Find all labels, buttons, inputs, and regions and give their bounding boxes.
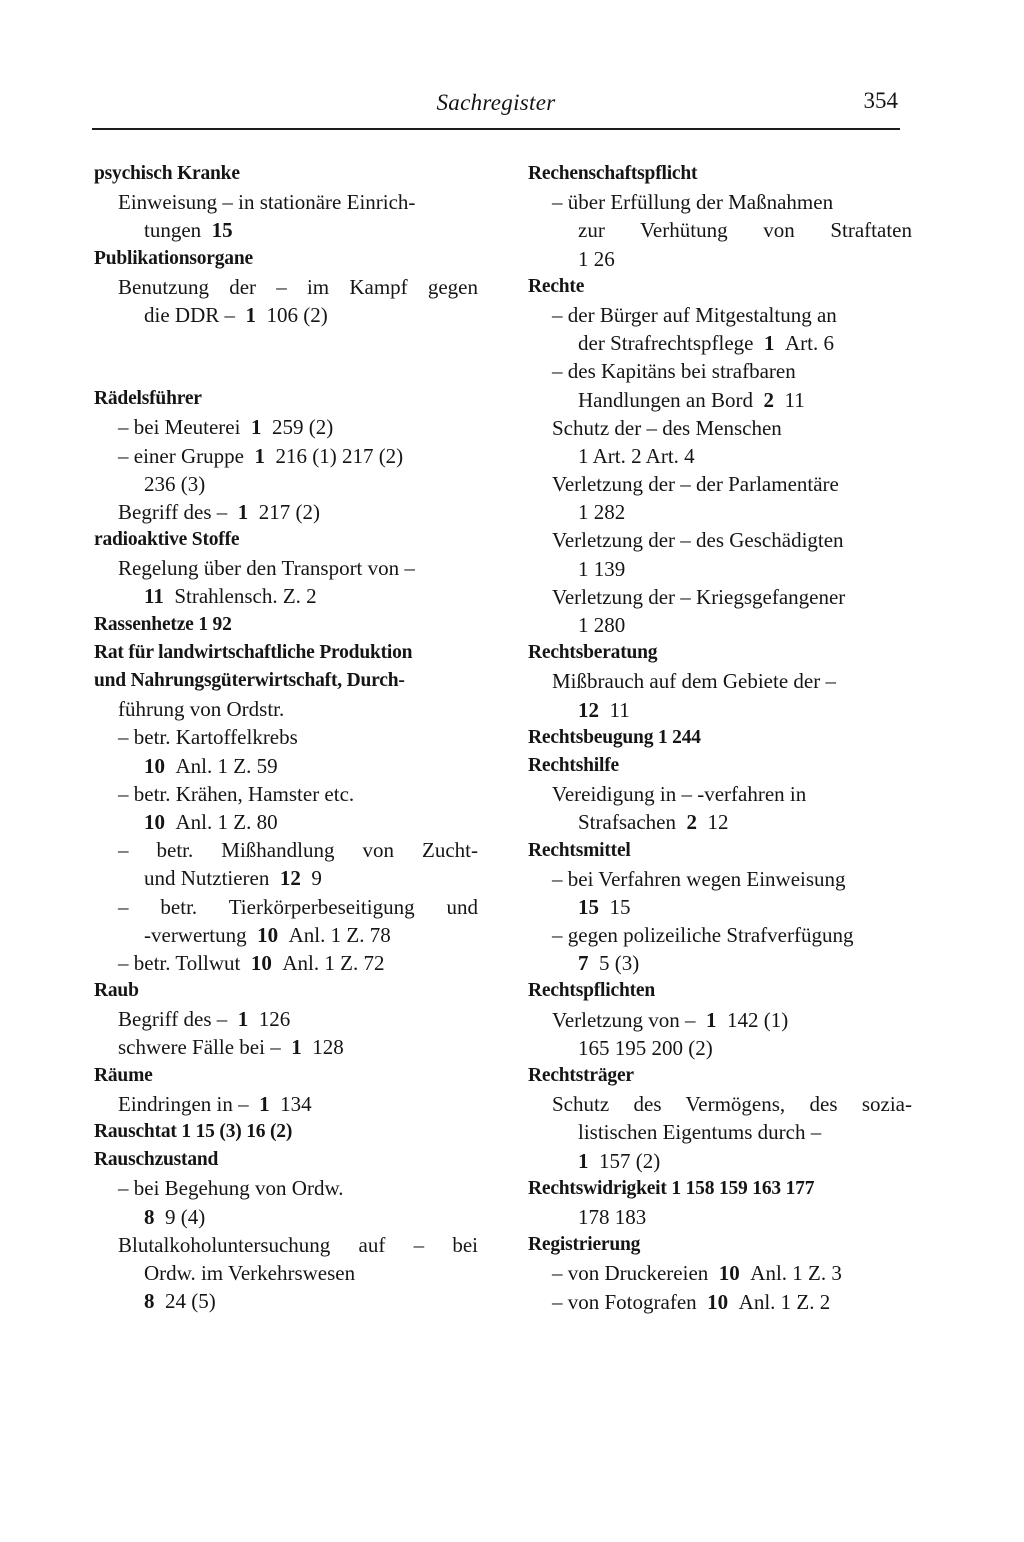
law-number: 1 [259,1091,270,1116]
index-entry-text: 1 282 [578,500,626,525]
index-reference: Anl. 1 Z. 59 [175,753,278,778]
index-subentry [528,893,912,921]
index-reference: 11 [784,387,805,412]
index-entry-text: 1 26 [578,246,615,271]
index-subentry [528,216,912,244]
index-reference: 1 158 159 163 177 [671,1177,815,1199]
index-entry-text: und Nutztieren [144,866,270,891]
index-entry-text: Benutzung der – im Kampf gegen [118,274,478,299]
index-entry-text: Mißbrauch auf dem Gebiete der – [552,669,836,694]
index-subentry [94,752,478,780]
index-heading [528,273,912,301]
index-subentry [528,667,912,695]
index-reference: 157 (2) [599,1148,661,1173]
index-heading [528,1175,912,1203]
law-number: 10 [707,1289,729,1314]
index-reference: 5 (3) [599,951,640,976]
index-subentry [528,780,912,808]
index-heading [94,160,478,188]
index-entry-text: – des Kapitäns bei strafbaren [552,359,796,384]
index-subentry [528,1006,912,1034]
running-head [92,82,900,130]
index-heading [528,1231,912,1259]
index-subentry [528,498,912,526]
index-subentry [94,1203,478,1231]
index-subentry [94,1033,478,1061]
index-heading [528,837,912,865]
index-entry-text: 236 (3) [144,471,206,496]
index-subentry [94,442,478,470]
index-entry-text: – bei Meuterei [118,415,241,440]
index-term: Rat für landwirtschaftliche Produktion [94,641,413,663]
index-entry-text: 165 195 200 (2) [578,1035,713,1060]
index-subentry [94,1174,478,1202]
index-reference: 128 [312,1035,344,1060]
law-number: 1 [764,331,775,356]
index-reference: 126 [258,1007,291,1032]
law-number: 1 [250,415,262,440]
index-heading [528,977,912,1005]
index-term: psychisch Kranke [94,163,240,184]
index-heading [528,724,912,752]
index-reference: 142 (1) [726,1007,789,1032]
index-entry-text: 178 183 [578,1204,647,1229]
index-entry-text: Blutalkoholuntersuchung auf – bei [118,1232,478,1257]
index-entry-text: – betr. Tierkörperbeseitigung und [118,894,478,919]
law-number: 10 [257,922,279,947]
index-entry-text: Handlungen an Bord [578,387,753,412]
index-reference: Durch- [346,670,405,691]
index-entry-text: zur Verhütung von Straftaten [578,218,912,243]
index-subentry [94,413,478,441]
index-entry-text: – bei Begehung von Ordw. [118,1176,344,1201]
index-subentry [528,526,912,554]
index-entry-text: Ordw. im Verkehrswesen [144,1260,356,1285]
index-subentry [528,357,912,385]
index-reference: 1 92 [198,613,232,635]
index-term: Rädelsführer [94,388,202,410]
index-term: Rauschzustand [94,1149,219,1171]
index-heading [94,639,478,667]
index-subentry [94,780,478,808]
index-subentry [94,273,478,301]
index-entry-text: führung von Ordstr. [118,697,285,722]
law-number: 15 [578,894,599,919]
index-entry-text: Schutz des Vermögens, des sozia- [552,1092,912,1117]
index-term: radioaktive Stoffe [94,529,240,551]
index-subentry [94,893,478,921]
index-heading [94,611,478,639]
index-heading [528,1062,912,1090]
index-subentry [528,414,912,442]
law-number: 1 [237,1007,249,1032]
index-subentry [94,921,478,949]
law-number: 1 [245,302,256,327]
index-entry-text: – über Erfüllung der Maßnahmen [552,190,834,215]
index-subentry [528,442,912,470]
index-subentry [528,1203,912,1231]
index-reference: 11 [609,697,630,722]
index-term: Rechenschaftspflicht [528,163,698,184]
index-subentry [528,301,912,329]
index-reference: Anl. 1 Z. 78 [288,922,391,947]
law-number: 2 [763,387,774,412]
law-number: 7 [578,951,589,976]
index-term: Rechtsträger [528,1065,634,1086]
index-subentry [94,301,478,329]
index-reference: 217 (2) [258,499,321,524]
index-term: Rechtsberatung [528,642,658,664]
index-entry-text: schwere Fälle bei – [118,1035,281,1060]
index-reference: 1 15 (3) 16 (2) [181,1121,293,1142]
index-reference: 12 [707,810,729,835]
index-entry-text: Verletzung der – Kriegsgefangener [552,584,846,609]
index-subentry [94,949,478,977]
law-number: 8 [144,1204,155,1229]
index-term: Rechtsmittel [528,839,631,861]
index-subentry [94,498,478,526]
index-subentry [94,723,478,751]
index-subentry [528,1259,912,1287]
law-number: 12 [279,866,301,891]
index-heading [94,1118,478,1146]
index-reference: 216 (1) 217 (2) [275,443,404,468]
index-entry-text: tungen [144,218,202,243]
index-term: Publikationsorgane [94,247,253,269]
law-number: 8 [144,1289,155,1314]
index-entry-text: Begriff des – [118,1007,228,1032]
index-term: und Nahrungsgüterwirtschaft, [94,670,342,691]
index-heading [528,639,912,667]
index-entry-text: – betr. Mißhandlung von Zucht- [118,838,478,863]
index-subentry [94,1287,478,1315]
index-term: Raub [94,980,139,1002]
index-entry-text: – betr. Kartoffelkrebs [118,725,298,750]
index-heading [94,1062,478,1090]
index-subentry [94,1231,478,1259]
index-entry-text: – von Fotografen [552,1289,697,1314]
index-subentry [528,865,912,893]
index-entry-text: Eindringen in – [118,1091,249,1116]
index-subentry [94,582,478,610]
index-subentry [528,188,912,216]
index-heading [94,385,478,413]
index-reference: Anl. 1 Z. 72 [282,950,385,975]
index-term: Registrierung [528,1234,641,1256]
index-subentry [528,1118,912,1146]
index-subentry [528,808,912,836]
index-term: Rassenhetze [94,613,194,635]
index-subentry [528,696,912,724]
index-term: Rechtshilfe [528,754,619,776]
index-entry-text: – betr. Tollwut [118,950,241,975]
index-reference: Anl. 1 Z. 3 [750,1261,842,1286]
index-subentry [528,1034,912,1062]
page-number: 354 [863,88,898,113]
index-subentry [94,695,478,723]
index-reference: 9 (4) [165,1204,206,1229]
index-reference: 1 244 [657,726,701,748]
index-subentry [528,329,912,357]
law-number: 2 [686,810,697,835]
index-reference: Strahlensch. Z. 2 [174,584,317,609]
index-entry-text: 1 Art. 2 Art. 4 [578,443,695,468]
index-heading [94,526,478,554]
law-number: 15 [211,218,233,243]
index-heading [528,160,912,188]
index-entry-text: – betr. Krähen, Hamster etc. [118,781,355,806]
index-entry-text: die DDR – [144,302,235,327]
index-entry-text: Verletzung der – der Parlamentäre [552,472,839,497]
law-number: 1 [237,499,249,524]
index-entry-text: Regelung über den Transport von – [118,556,415,581]
index-entry-text: 1 139 [578,556,626,581]
index-subentry [528,583,912,611]
index-reference: 15 [609,894,631,919]
index-subentry [528,555,912,583]
index-subentry [94,1005,478,1033]
law-number: 12 [578,697,599,722]
index-reference: 24 (5) [165,1289,216,1314]
index-entry-text: listischen Eigentums durch – [578,1120,822,1145]
index-subentry [94,864,478,892]
index-entry-text: Verletzung der – des Geschädigten [552,528,844,553]
index-term: Rauschtat [94,1121,177,1142]
index-term: Rechte [528,275,585,297]
index-term: Rechtswidrigkeit [528,1177,667,1199]
index-term: Rechtsbeugung [528,726,654,748]
index-spacer [94,329,478,385]
index-subentry [94,470,478,498]
index-subentry [94,554,478,582]
index-entry-text: – der Bürger auf Mitgestaltung an [552,302,837,327]
index-subentry [528,386,912,414]
index-entry-text: -verwertung [144,922,247,947]
index-subentry [94,836,478,864]
law-number: 1 [254,443,265,468]
law-number: 1 [705,1007,717,1032]
index-entry-text: 1 280 [578,613,626,637]
index-subentry [94,808,478,836]
law-number: 1 [291,1035,302,1060]
index-term: Rechtspflichten [528,980,655,1002]
index-entry-text: Verletzung von – [552,1007,696,1032]
index-subentry [528,921,912,949]
right-index-column [528,160,912,1316]
law-number: 10 [250,950,272,975]
index-subentry [94,188,478,216]
index-reference: Anl. 1 Z. 2 [738,1289,831,1314]
index-entry-text: – gegen polizeiliche Strafverfügung [552,923,854,948]
law-number: 10 [718,1261,740,1286]
index-heading [94,667,478,695]
index-term: Räume [94,1064,153,1086]
index-entry-text: Vereidigung in – -verfahren in [552,782,807,807]
index-reference: Anl. 1 Z. 80 [175,809,278,834]
law-number: 1 [578,1148,589,1173]
law-number: 10 [144,809,165,834]
law-number: 10 [144,753,165,778]
index-reference: Art. 6 [785,331,834,356]
index-entry-text: Begriff des – [118,499,228,524]
index-heading [94,245,478,273]
law-number: 11 [144,584,164,609]
index-subentry [528,1288,912,1316]
index-subentry [94,1090,478,1118]
index-subentry [528,1147,912,1175]
index-heading [94,1146,478,1174]
index-subentry [528,470,912,498]
index-heading [528,752,912,780]
index-subentry [528,245,912,273]
index-reference: 106 (2) [266,302,328,327]
index-entry-text: – bei Verfahren wegen Einweisung [552,866,846,891]
index-subentry [528,611,912,639]
index-entry-text: – von Druckereien [552,1261,709,1286]
index-entry-text: Einweisung – in stationäre Einrich- [118,190,416,215]
index-reference: 259 (2) [271,415,334,440]
index-subentry [94,216,478,244]
index-entry-text: – einer Gruppe [118,443,244,468]
index-reference: 134 [280,1091,312,1116]
index-subentry [94,1259,478,1287]
index-subentry [528,1090,912,1118]
index-entry-text: Strafsachen [578,810,676,835]
left-index-column [94,160,478,1315]
index-reference: 9 [311,866,322,891]
index-entry-text: der Strafrechtspflege [578,331,754,356]
running-head-title: Sachregister [436,90,556,115]
index-heading [94,977,478,1005]
index-entry-text: Schutz der – des Menschen [552,415,782,440]
index-subentry [528,949,912,977]
